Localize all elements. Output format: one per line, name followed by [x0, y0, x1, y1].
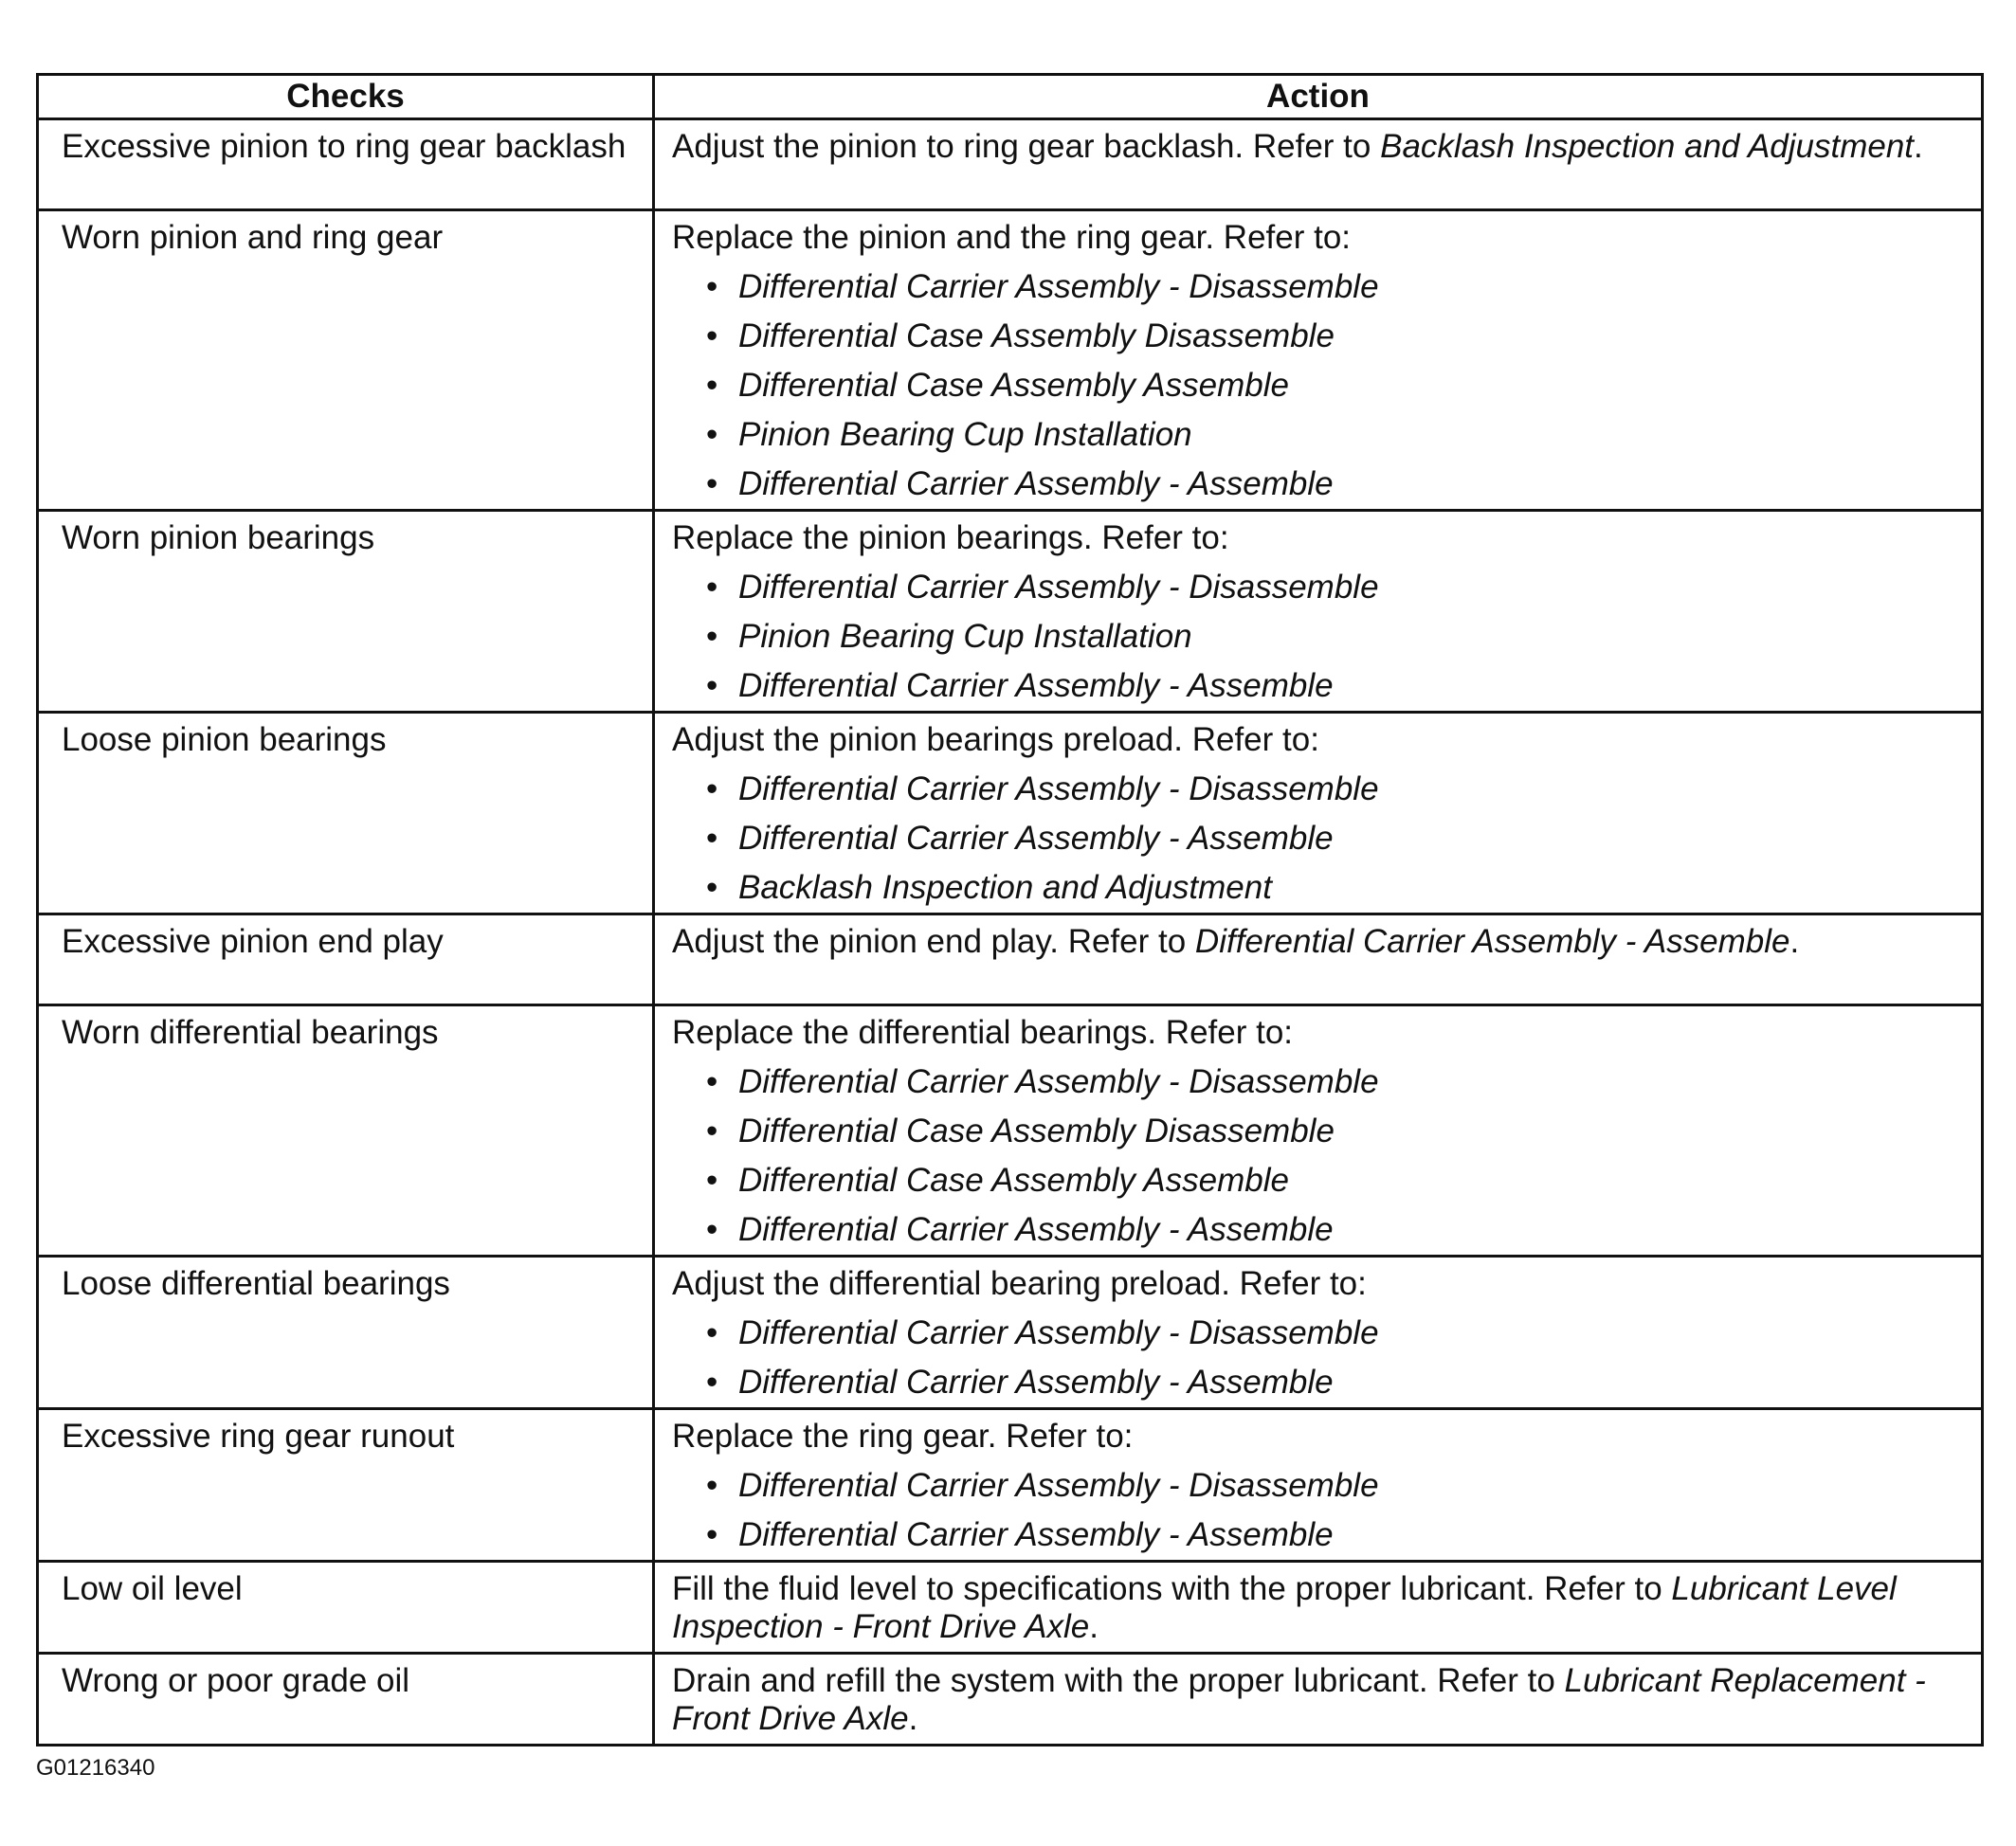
checks-column-header: Checks [38, 75, 654, 119]
reference-list-item [672, 618, 1975, 656]
reference-list-item [672, 268, 1975, 306]
action-text: Replace the differential bearings. Refer to: [672, 1014, 1294, 1051]
bullet-icon: • [706, 820, 718, 857]
action-text: Replace the pinion and the ring gear. Refer to: [672, 219, 1352, 256]
action-reference: Backlash Inspection and Adjustment [1380, 128, 1915, 165]
reference-text: Differential Case Assembly Disassemble [738, 1113, 1335, 1149]
reference-list-item [672, 667, 1975, 705]
check-cell: Wrong or poor grade oil [38, 1654, 654, 1746]
bullet-icon: • [706, 869, 718, 906]
reference-list [672, 1467, 1975, 1554]
reference-list-item [672, 416, 1975, 454]
action-text: Adjust the differential bearing preload. Refer to: [672, 1265, 1367, 1302]
action-text: Adjust the pinion end play. Refer to [672, 923, 1195, 960]
action-text: Adjust the pinion to ring gear backlash. Refer to [672, 128, 1381, 165]
reference-text: Differential Carrier Assembly - Disassemble [738, 569, 1379, 606]
reference-list-item [672, 465, 1975, 503]
bullet-icon: • [706, 1364, 718, 1401]
bullet-icon: • [706, 465, 718, 502]
reference-text: Pinion Bearing Cup Installation [738, 618, 1192, 655]
action-text: Fill the fluid level to specifications with the proper lubricant. Refer to [672, 1570, 1672, 1607]
reference-text: Differential Carrier Assembly - Assemble [738, 667, 1334, 704]
check-cell: Excessive pinion end play [38, 914, 654, 1005]
check-cell: Loose differential bearings [38, 1257, 654, 1409]
reference-list-item [672, 1516, 1975, 1554]
table-header-row [38, 75, 1983, 119]
action-text: Replace the ring gear. Refer to: [672, 1418, 1134, 1455]
reference-list-item [672, 1162, 1975, 1200]
action-cell [654, 1005, 1983, 1257]
action-cell [654, 119, 1983, 210]
action-reference: Differential Carrier Assembly - Assemble [1194, 923, 1790, 960]
check-cell: Worn pinion bearings [38, 511, 654, 713]
reference-text: Differential Carrier Assembly - Disassemble [738, 1314, 1379, 1351]
action-suffix: . [1089, 1608, 1099, 1645]
bullet-icon: • [706, 367, 718, 404]
bullet-icon: • [706, 1516, 718, 1553]
action-suffix: . [1789, 923, 1800, 960]
table-row [38, 1562, 1983, 1654]
reference-list-item [672, 317, 1975, 355]
check-cell: Low oil level [38, 1562, 654, 1654]
reference-text: Differential Carrier Assembly - Assemble [738, 1516, 1334, 1553]
check-cell: Excessive pinion to ring gear backlash [38, 119, 654, 210]
figure-id-label: G01216340 [36, 1755, 155, 1781]
action-cell [654, 1257, 1983, 1409]
action-column-header: Action [654, 75, 1983, 119]
table-row [38, 914, 1983, 1005]
reference-text: Differential Case Assembly Assemble [738, 367, 1289, 404]
reference-list-item [672, 1113, 1975, 1150]
action-cell [654, 1409, 1983, 1562]
action-text: Adjust the pinion bearings preload. Refer to: [672, 721, 1319, 758]
bullet-icon: • [706, 268, 718, 305]
check-cell: Loose pinion bearings [38, 713, 654, 914]
action-reference: Lubricant Level Inspection - Front Drive Axle [672, 1570, 1897, 1645]
reference-list-item [672, 1063, 1975, 1101]
reference-list-item [672, 1467, 1975, 1505]
action-cell [654, 1562, 1983, 1654]
table-body [38, 119, 1983, 1746]
reference-list-item [672, 869, 1975, 907]
check-cell: Worn differential bearings [38, 1005, 654, 1257]
table-row [38, 119, 1983, 210]
bullet-icon: • [706, 1162, 718, 1199]
table-row [38, 210, 1983, 511]
action-cell [654, 511, 1983, 713]
reference-list-item [672, 1314, 1975, 1352]
table-row [38, 511, 1983, 713]
diagnosis-table [36, 73, 1984, 1746]
reference-list-item [672, 1211, 1975, 1249]
bullet-icon: • [706, 416, 718, 453]
bullet-icon: • [706, 1467, 718, 1504]
bullet-icon: • [706, 1063, 718, 1100]
bullet-icon: • [706, 1314, 718, 1351]
reference-list [672, 770, 1975, 907]
reference-list [672, 1063, 1975, 1249]
check-cell: Excessive ring gear runout [38, 1409, 654, 1562]
reference-text: Differential Carrier Assembly - Disassemble [738, 1063, 1379, 1100]
reference-text: Differential Carrier Assembly - Assemble [738, 465, 1334, 502]
reference-text: Backlash Inspection and Adjustment [738, 869, 1272, 906]
bullet-icon: • [706, 618, 718, 655]
reference-text: Differential Case Assembly Assemble [738, 1162, 1289, 1199]
reference-text: Differential Carrier Assembly - Disassemble [738, 268, 1379, 305]
action-cell [654, 210, 1983, 511]
table-row [38, 1409, 1983, 1562]
reference-list [672, 569, 1975, 705]
bullet-icon: • [706, 317, 718, 354]
reference-list-item [672, 569, 1975, 606]
action-suffix: . [1914, 128, 1923, 165]
reference-text: Differential Carrier Assembly - Disassemble [738, 1467, 1379, 1504]
table-row [38, 1005, 1983, 1257]
reference-list-item [672, 1364, 1975, 1402]
action-reference: Lubricant Replacement - Front Drive Axle [672, 1662, 1926, 1737]
bullet-icon: • [706, 1211, 718, 1248]
reference-list [672, 268, 1975, 503]
bullet-icon: • [706, 667, 718, 704]
check-cell: Worn pinion and ring gear [38, 210, 654, 511]
reference-text: Differential Carrier Assembly - Assemble [738, 1364, 1334, 1401]
reference-text: Differential Carrier Assembly - Disassemble [738, 770, 1379, 807]
table-row [38, 713, 1983, 914]
bullet-icon: • [706, 770, 718, 807]
action-cell [654, 713, 1983, 914]
reference-text: Differential Carrier Assembly - Assemble [738, 820, 1334, 857]
action-cell [654, 1654, 1983, 1746]
table-row [38, 1257, 1983, 1409]
reference-text: Differential Carrier Assembly - Assemble [738, 1211, 1334, 1248]
reference-list-item [672, 820, 1975, 858]
bullet-icon: • [706, 1113, 718, 1149]
action-cell [654, 914, 1983, 1005]
bullet-icon: • [706, 569, 718, 606]
action-text: Replace the pinion bearings. Refer to: [672, 519, 1229, 556]
reference-text: Differential Case Assembly Disassemble [738, 317, 1335, 354]
reference-list-item [672, 367, 1975, 405]
reference-list [672, 1314, 1975, 1402]
table-row [38, 1654, 1983, 1746]
action-text: Drain and refill the system with the proper lubricant. Refer to [672, 1662, 1565, 1699]
reference-list-item [672, 770, 1975, 808]
reference-text: Pinion Bearing Cup Installation [738, 416, 1192, 453]
action-suffix: . [908, 1700, 918, 1737]
